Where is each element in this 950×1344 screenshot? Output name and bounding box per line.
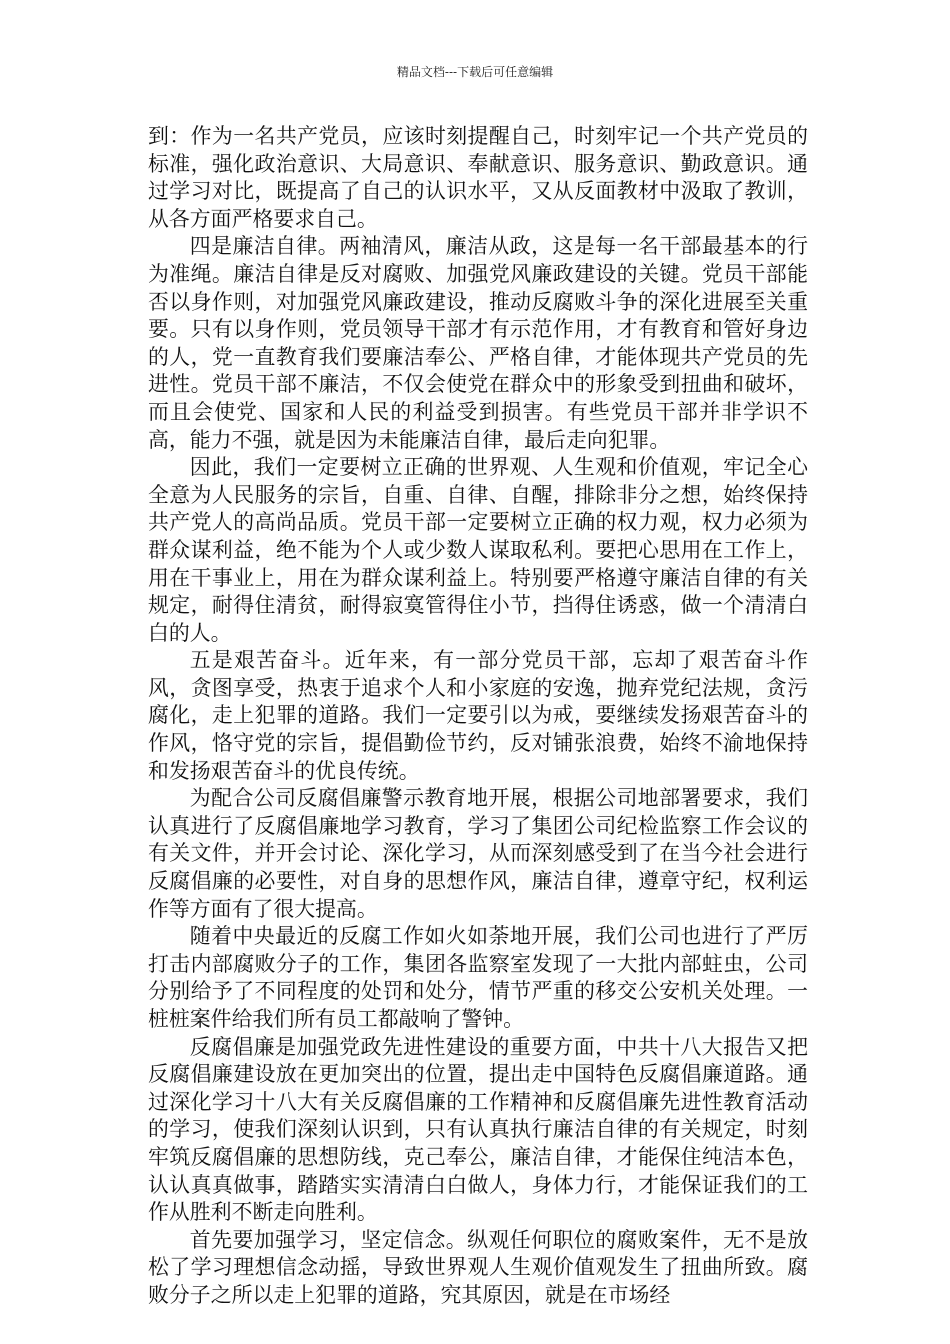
paragraph: 到：作为一名共产党员，应该时刻提醒自己，时刻牢记一个共产党员的标准，强化政治意识、大局意识、奉献意识、服务意识、勤政意识。通过学习对比，既提高了自己的认识水平，又从反面教材中汲取了教训，从各方面严格要求自己。 [148,124,808,231]
paragraph: 五是艰苦奋斗。近年来，有一部分党员干部，忘却了艰苦奋斗作风，贪图享受，热衷于追求个人和小家庭的安逸，抛弃党纪法规，贪污腐化，走上犯罪的道路。我们一定要引以为戒，要继续发扬艰苦奋斗的作风，恪守党的宗旨，提倡勤俭节约，反对铺张浪费，始终不渝地保持和发扬艰苦奋斗的优良传统。 [148,648,808,783]
paragraph: 为配合公司反腐倡廉警示教育地开展，根据公司地部署要求，我们认真进行了反腐倡廉地学习教育，学习了集团公司纪检监察工作会议的有关文件，并开会讨论、深化学习，从而深刻感受到了在当今社会进行反腐倡廉的必要性，对自身的思想作风，廉洁自律，遵章守纪，权利运作等方面有了很大提高。 [148,786,808,921]
paragraph: 首先要加强学习，坚定信念。纵观任何职位的腐败案件，无不是放松了学习理想信念动摇，导致世界观人生观价值观发生了扭曲所致。腐败分子之所以走上犯罪的道路，究其原因，就是在市场经 [148,1227,808,1307]
paragraph: 反腐倡廉是加强党政先进性建设的重要方面，中共十八大报告又把反腐倡廉建设放在更加突出的位置，提出走中国特色反腐倡廉道路。通过深化学习十八大有关反腐倡廉的工作精神和反腐倡廉先进性教育活动的学习，使我们深刻认识到，只有认真执行廉洁自律的有关规定，时刻牢筑反腐倡廉的思想防线，克己奉公，廉洁自律，才能保住纯洁本色，认认真真做事，踏踏实实清清白白做人，身体力行，才能保证我们的工作从胜利不断走向胜利。 [148,1034,808,1225]
paragraph: 随着中央最近的反腐工作如火如荼地开展，我们公司也进行了严厉打击内部腐败分子的工作，集团各监察室发现了一大批内部蛀虫，公司分别给予了不同程度的处罚和处分，情节严重的移交公安机关处理。一桩桩案件给我们所有员工都敲响了警钟。 [148,924,808,1031]
paragraph: 因此，我们一定要树立正确的世界观、人生观和价值观，牢记全心全意为人民服务的宗旨，自重、自律、自醒，排除非分之想，始终保持共产党人的高尚品质。党员干部一定要树立正确的权力观，权力必须为群众谋利益，绝不能为个人或少数人谋取私利。要把心思用在工作上，用在干事业上，用在为群众谋利益上。特别要严格遵守廉洁自律的有关规定，耐得住清贫，耐得寂寞管得住小节，挡得住诱惑，做一个清清白白的人。 [148,455,808,645]
page-header: 精品文档---下载后可任意编辑 [396,65,554,79]
paragraph: 四是廉洁自律。两袖清风，廉洁从政，这是每一名干部最基本的行为准绳。廉洁自律是反对腐败、加强党风廉政建设的关键。党员干部能否以身作则，对加强党风廉政建设，推动反腐败斗争的深化进展至关重要。只有以身作则，党员领导干部才有示范作用，才有教育和管好身边的人，党一直教育我们要廉洁奉公、严格自律，才能体现共产党员的先进性。党员干部不廉洁，不仅会使党在群众中的形象受到扭曲和破坏，而且会使党、国家和人民的利益受到损害。有些党员干部并非学识不高，能力不强，就是因为未能廉洁自律，最后走向犯罪。 [148,234,808,452]
document-body [148,123,808,1310]
